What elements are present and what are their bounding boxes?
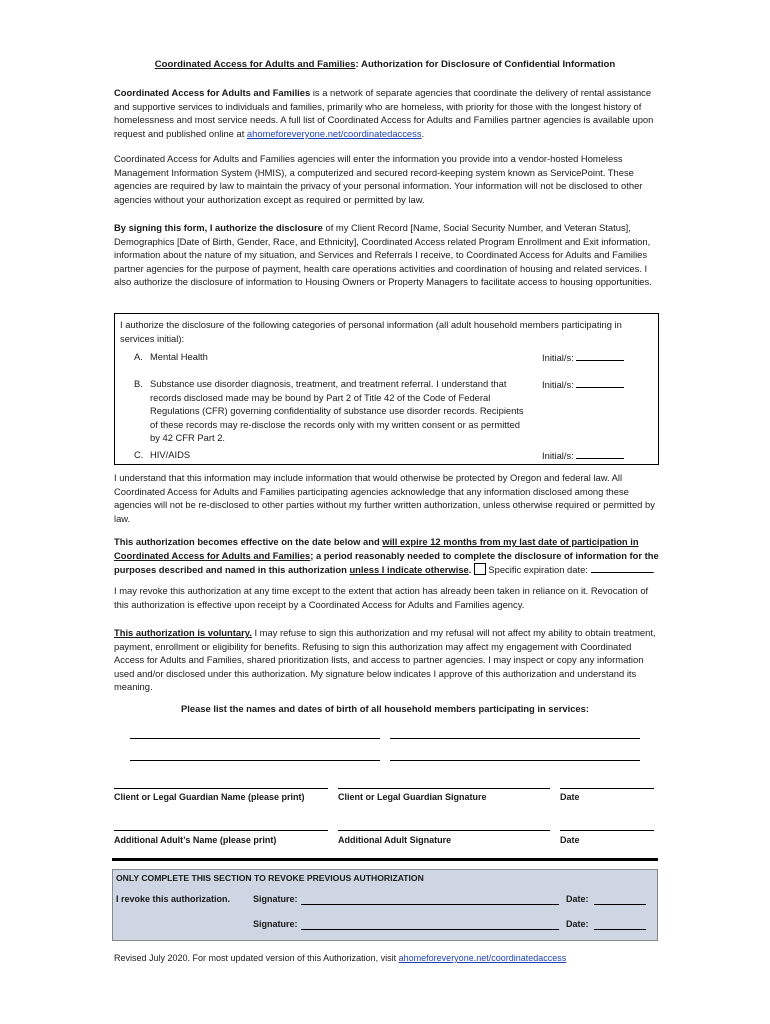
category-c-initial xyxy=(542,448,624,463)
categories-intro: I authorize the disclosure of the following categories of personal information (all adult household members participating in services initial): xyxy=(120,319,622,344)
household-member-line-2b[interactable] xyxy=(390,760,640,761)
effective-part5: . xyxy=(468,564,472,576)
category-a-text: Mental Health xyxy=(150,351,208,362)
effective-unless-clause: unless I indicate otherwise xyxy=(349,564,469,576)
household-prompt: Please list the names and dates of birth of all household members participating in services: xyxy=(181,703,589,714)
category-c-text: HIV/AIDS xyxy=(150,449,191,460)
authorize-text: of my Client Record [Name, Social Security Number, and Veteran Status], Demographics [Date of Birth, Gender, Race, and Ethnicity], Coordinated Access related Program Enrollment and Exit information, information about the nature of my situation, and Services and Referrals I receive, to Coordinated Access for Adults and Families partner agencies for the purpose of payment, health care operations activities and coordination of housing and related services. I also authorize the disclosure of information to Housing Owners or Property Managers to facilitate access to housing opportunities. xyxy=(114,222,652,288)
specific-expiration-checkbox[interactable] xyxy=(474,563,486,575)
category-a-letter: A. xyxy=(134,351,143,362)
intro-paragraph xyxy=(114,86,659,140)
category-a-initial-field[interactable] xyxy=(576,350,624,361)
effective-part1: This authorization becomes effective on the date below and xyxy=(114,536,383,547)
hmis-paragraph: Coordinated Access for Adults and Families agencies will enter the information you provide into a vendor-hosted Homeless Management Information System (HMIS), a computerized and secured record-keeping system known as ServicePoint. These agencies are required by law to maintain the privacy of your personal information. Your information will not be disclosed to other agencies without your authorization except as required or permitted by law. xyxy=(114,153,643,205)
initial-label: Initial/s: xyxy=(542,379,574,390)
household-member-line-1b[interactable] xyxy=(390,738,640,739)
footer-text: Revised July 2020. For most updated version of this Authorization, visit xyxy=(114,953,399,963)
initial-label: Initial/s: xyxy=(542,352,574,363)
category-b-text: Substance use disorder diagnosis, treatment, and treatment referral. I understand that records disclosed made may be bound by Part 2 of Title 42 of the Code of Federal Regulations (CFR) governing confidentiality of substance use disorder records. Recipients of these records may re-disclose the records only with my written consent or as permitted by 42 CFR Part 2. xyxy=(150,378,524,444)
household-member-line-2a[interactable] xyxy=(130,760,380,761)
adult-signature-label: Additional Adult Signature xyxy=(338,835,452,845)
category-b-initial-field[interactable] xyxy=(576,377,624,388)
revoke-section-header: ONLY COMPLETE THIS SECTION TO REVOKE PREVIOUS AUTHORIZATION xyxy=(116,873,424,883)
category-b-letter: B. xyxy=(134,378,143,389)
effective-part3: ; a period reasonably needed to complete the disclosure of information for the purposes described and named in this authorization xyxy=(114,549,659,576)
revoke-signature-label-2: Signature: xyxy=(253,919,298,929)
client-date-label: Date xyxy=(560,792,580,802)
initial-label: Initial/s: xyxy=(542,450,574,461)
footer-link[interactable]: ahomeforeveryone.net/coordinatedaccess xyxy=(398,953,567,963)
adult-date-label: Date xyxy=(560,835,580,845)
revoke-signature-field-2[interactable] xyxy=(301,929,559,930)
specific-expiration-date-field[interactable] xyxy=(591,562,653,573)
household-member-line-1a[interactable] xyxy=(130,738,380,739)
client-signature-line[interactable] xyxy=(338,788,550,789)
title-rest: : Authorization for Disclosure of Confidential Information xyxy=(355,59,616,70)
adult-name-label: Additional Adult’s Name (please print) xyxy=(114,835,277,845)
intro-text: is a network of separate agencies that coordinate the delivery of rental assistance and supportive services to individuals and families, primarily who are homeless, with priority for those with the longest history of homelessness and most service needs. A full list of Coordinated Access for Adults and Families partner agencies is available upon request and published online at xyxy=(114,87,654,139)
authorize-paragraph xyxy=(114,221,659,289)
adult-signature-line[interactable] xyxy=(338,830,550,831)
category-c-initial-field[interactable] xyxy=(576,448,624,459)
adult-date-line[interactable] xyxy=(560,830,654,831)
intro-bold-lead: Coordinated Access for Adults and Families xyxy=(114,87,311,98)
category-a-initial xyxy=(542,350,624,365)
revoke-section xyxy=(112,869,658,941)
specific-expiration-label: Specific expiration date: xyxy=(488,564,588,576)
revoke-date-field-2[interactable] xyxy=(594,929,646,930)
effective-expire-clause: will expire 12 months from my last date of participation in Coordinated Access for Adults and Families xyxy=(114,536,639,561)
categories-box xyxy=(114,313,659,465)
intro-end: . xyxy=(421,127,425,139)
adult-name-line[interactable] xyxy=(114,830,328,831)
revoke-signature-label-1: Signature: xyxy=(253,894,298,904)
client-signature-label: Client or Legal Guardian Signature xyxy=(338,792,487,802)
form-title xyxy=(0,58,770,72)
understand-paragraph: I understand that this information may include information that would otherwise be protected by Oregon and federal law. All Coordinated Access for Adults and Families participating agencies acknowledge that any information disclosed among these agencies will not be re-disclosed to other parties without my further written authorization, unless otherwise required or permitted by law. xyxy=(114,472,655,524)
voluntary-paragraph xyxy=(114,626,659,694)
footer xyxy=(114,952,566,966)
client-date-line[interactable] xyxy=(560,788,654,789)
voluntary-text: I may refuse to sign this authorization and my refusal will not affect my ability to obtain treatment, payment, enrollment or eligibility for benefits. Refusing to sign this authorization may affect my engagement with Coordinated Access for Adults and Families, shared prioritization lists, and access to partner agencies. I may inspect or copy any information used and/or disclosed under this authorization. My signature below indicates I approve of this authorization and understand its meaning. xyxy=(114,627,656,693)
revoke-signature-field-1[interactable] xyxy=(301,904,559,905)
revoke-statement: I revoke this authorization. xyxy=(116,894,231,904)
section-divider xyxy=(112,858,658,861)
client-name-line[interactable] xyxy=(114,788,328,789)
revoke-date-label-2: Date: xyxy=(566,919,589,929)
effective-paragraph xyxy=(114,535,659,577)
category-c-letter: C. xyxy=(134,449,144,460)
voluntary-lead: This authorization is voluntary. xyxy=(114,627,252,638)
client-name-label: Client or Legal Guardian Name (please print) xyxy=(114,792,305,802)
title-program-name: Coordinated Access for Adults and Families xyxy=(154,59,356,70)
revoke-date-field-1[interactable] xyxy=(594,904,646,905)
intro-link[interactable]: ahomeforeveryone.net/coordinatedaccess xyxy=(246,127,422,139)
effective-end: . xyxy=(652,564,656,576)
category-b-initial xyxy=(542,377,624,392)
revoke-clause-paragraph: I may revoke this authorization at any time except to the extent that action has already been taken in reliance on it. Revocation of this authorization is effective upon receipt by a Coordinated Access for Adults and Families agency. xyxy=(114,585,649,610)
authorize-bold-lead: By signing this form, I authorize the disclosure xyxy=(114,222,323,233)
revoke-date-label-1: Date: xyxy=(566,894,589,904)
